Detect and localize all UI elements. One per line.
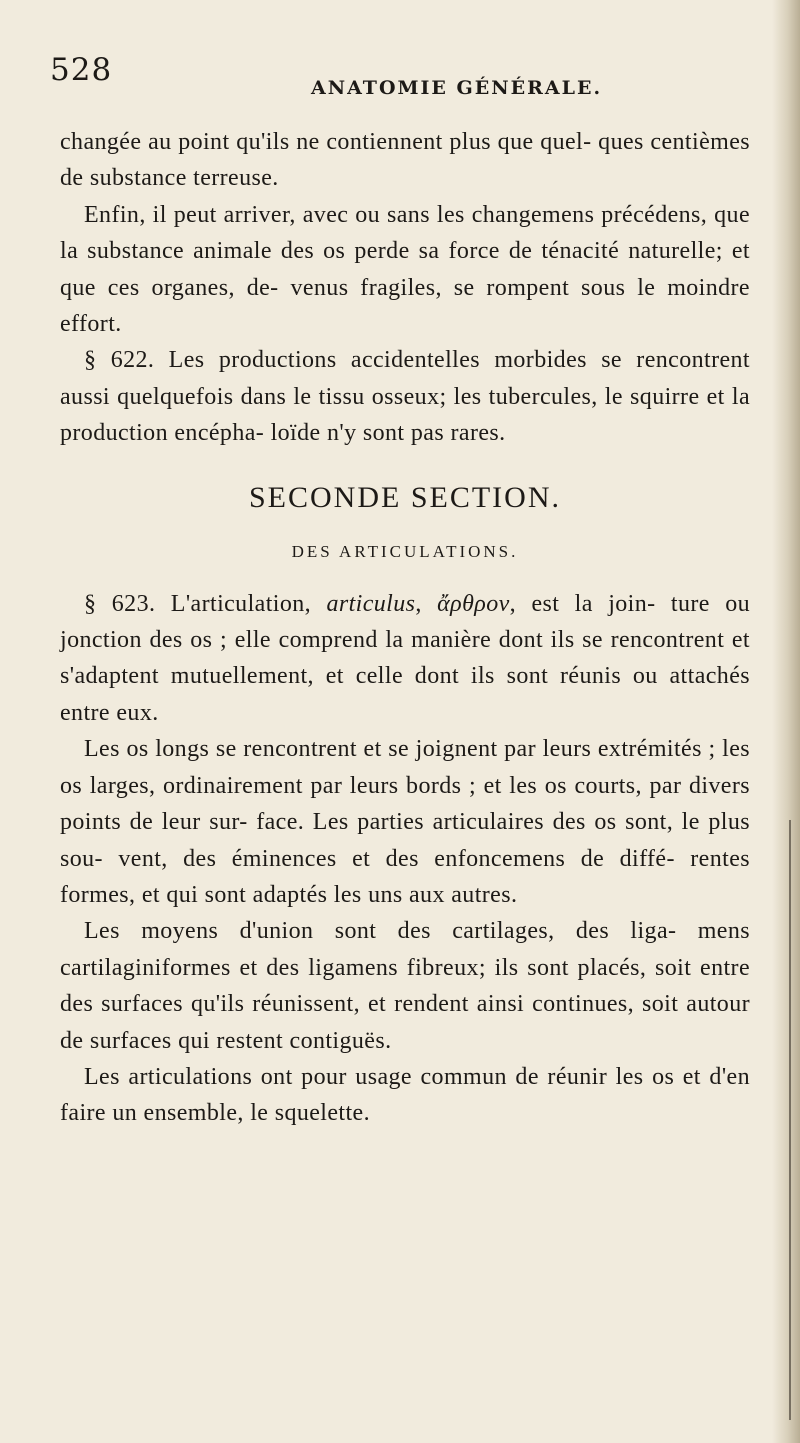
page-header bbox=[50, 52, 750, 102]
subsection-heading: DES ARTICULATIONS. bbox=[291, 541, 519, 561]
paragraph-usage: Les articulations ont pour usage commun de réunir les os et d'en faire un ensemble, le squelette. bbox=[60, 1063, 750, 1127]
paragraph-os-longs: Les os longs se rencontrent et se joignent par leurs extrémités ; les os larges, ordinairement par leurs bords ; et les os courts, par divers points de leur sur- face. Les parties articulaires des os sont, le plus sou- vent, des éminences et des enfoncemens de diffé- rentes formes, et qui sont adaptés les uns aux autres. bbox=[60, 736, 750, 908]
page-number: 528 bbox=[50, 52, 113, 88]
paragraph-623-rest: , est la join- ture ou jonction des os ; elle comprend la manière dont ils se rencontrent et s'adaptent mutuellement, et celle dont ils sont réunis ou attachés entre eux. bbox=[60, 590, 750, 726]
greek-term: ἄρθρον bbox=[437, 590, 510, 617]
paragraph-623 bbox=[60, 586, 750, 732]
paragraph-623-sep: , bbox=[415, 590, 438, 617]
paragraph-enfin: Enfin, il peut arriver, avec ou sans les changemens précédens, que la substance animale des os perde sa force de ténacité naturelle; et que ces organes, de- venus fragiles, se rompent sous le moindre effort. bbox=[60, 201, 750, 338]
paragraph-623-start: § 623. L'articulation, bbox=[84, 590, 327, 617]
section-heading: SECONDE SECTION. bbox=[248, 480, 561, 514]
page-edge-shadow bbox=[772, 0, 800, 1443]
page-body bbox=[60, 124, 750, 1132]
page-edge-line bbox=[789, 820, 791, 1420]
running-title: ANATOMIE GÉNÉRALE. bbox=[311, 77, 603, 99]
paragraph-622: § 622. Les productions accidentelles morbides se rencontrent aussi quelquefois dans le tissu osseux; les tubercules, le squirre et la production encépha- loïde n'y sont pas rares. bbox=[60, 347, 750, 447]
paragraph-moyens-union: Les moyens d'union sont des cartilages, des liga- mens cartilaginiformes et des ligamens fibreux; ils sont placés, soit entre des surfaces qu'ils réunissent, et rendent ainsi continues, soit autour de surfaces qui restent contiguës. bbox=[60, 918, 750, 1054]
paragraph-continuation: changée au point qu'ils ne contiennent plus que quel- ques centièmes de substance terreuse. bbox=[60, 129, 750, 192]
latin-term: articulus bbox=[326, 590, 416, 617]
